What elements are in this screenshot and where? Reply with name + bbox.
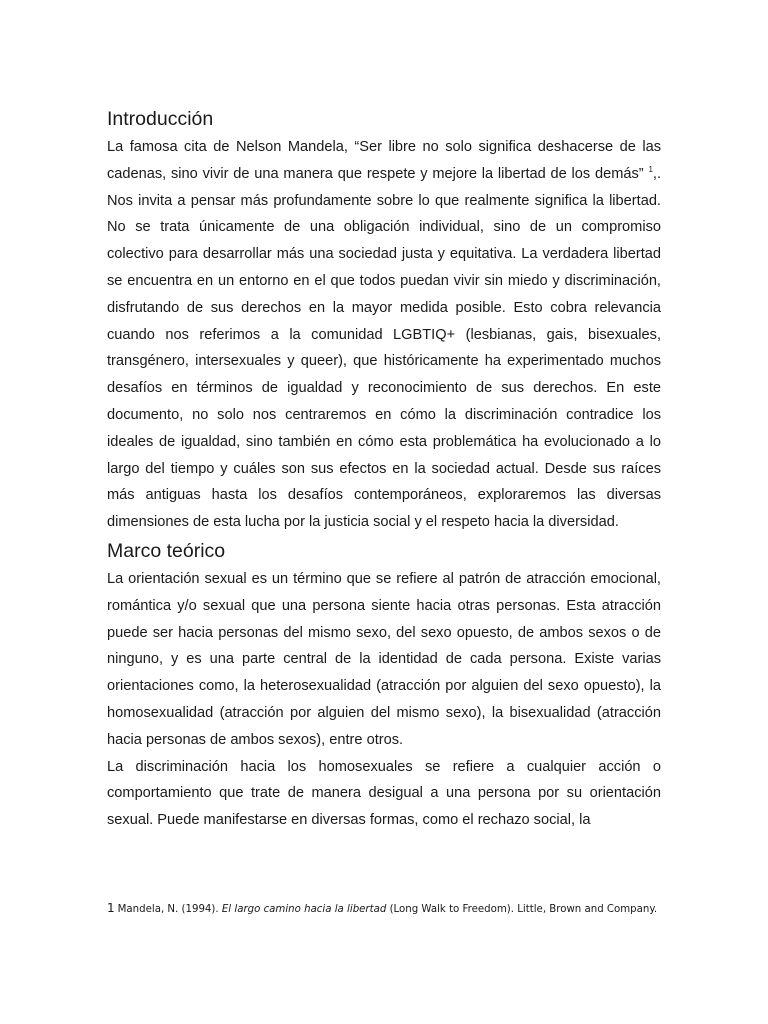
orientation-paragraph: La orientación sexual es un término que se refiere al patrón de atracción emocional, romántica y/o sexual que una persona siente hacia otras personas. Esta atracción puede ser hacia personas del mismo sexo, del sexo opuesto, de ambos sexos o de ninguno, y es una parte central de la identidad de cada persona. Existe varias orientaciones como, la heterosexualidad (atracción por alguien del sexo opuesto), la homosexualidad (atracción por alguien del mismo sexo), la bisexualidad (atracción hacia personas de ambos sexos), entre otros. — [107, 570, 661, 748]
footnote-book-title: El largo camino hacia la libertad — [221, 904, 387, 915]
footnote-reference[interactable]: 1 — [648, 164, 653, 174]
section-heading-marco-teorico: Marco teórico — [107, 539, 226, 562]
intro-text-before-ref: La famosa cita de Nelson Mandela, “Ser libre no solo significa deshacerse de las cadenas, sino vivir de una manera que respete y mejore la libertad de los demás” — [107, 139, 661, 182]
footnote-text-before-title: Mandela, N. (1994). — [117, 904, 222, 915]
discrimination-paragraph: La discriminación hacia los homosexuales se refiere a cualquier acción o comportamiento que trate de manera desigual a una persona por su orientación sexual. Puede manifestarse en diversas formas, como el rechazo social, la — [107, 758, 661, 829]
section-heading-introduccion: Introducción — [107, 108, 214, 130]
footnote-number: 1 — [107, 901, 115, 915]
intro-text-after-ref: ,. Nos invita a pensar más profundamente sobre lo que realmente significa la libertad. No se trata únicamente de una obligación individual, sino de un compromiso colectivo para desarrollar más una sociedad justa y equitativa. La verdadera libertad se encuentra en un entorno en el que todos puedan vivir sin miedo y discriminación, disfrutando de sus derechos en la mayor medida posible. Esto cobra relevancia cuando nos referimos a la comunidad LGBTIQ+ (lesbianas, gais, bisexuales, transgénero, intersexuales y queer), que históricamente ha experimentado muchos desafíos en términos de igualdad y reconocimiento de sus derechos. En este documento, no solo nos centraremos en cómo la discriminación contradice los ideales de igualdad, sino también en cómo esta problemática ha evolucionado a lo largo del tiempo y cuáles son sus efectos en la sociedad actual. Desde sus raíces más antiguas hasta los desafíos contemporáneos, exploraremos las diversas dimensiones de esta lucha por la justicia social y el respeto hacia la diversidad. — [107, 165, 661, 531]
page-cut-region — [107, 754, 661, 1023]
footnote — [107, 900, 687, 918]
intro-paragraph — [107, 134, 661, 536]
footnote-text-after-title: (Long Walk to Freedom). Little, Brown and Company. — [386, 904, 658, 915]
document-page — [107, 104, 661, 1023]
